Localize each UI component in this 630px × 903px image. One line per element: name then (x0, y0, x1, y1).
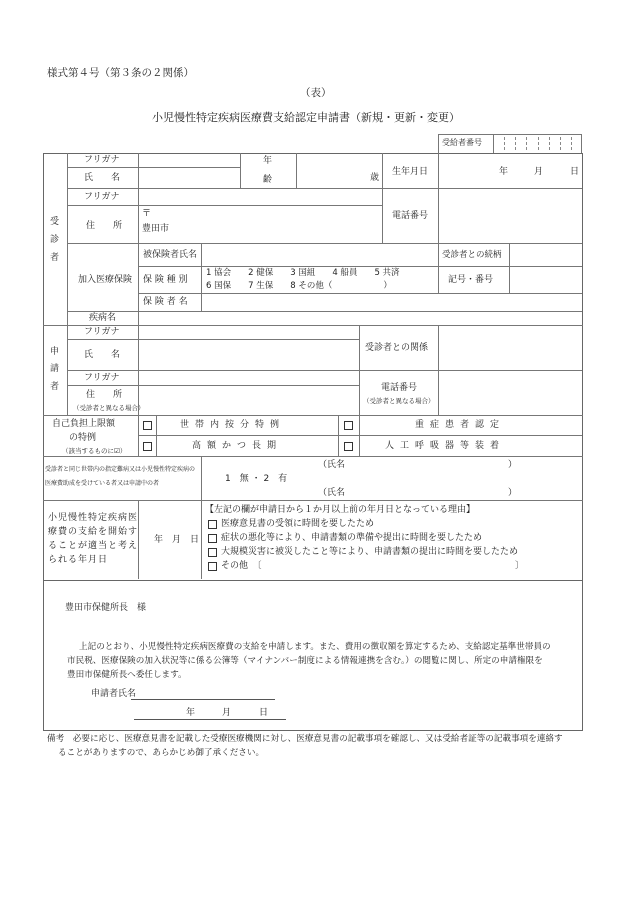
age-label-bottom: 齢 (263, 175, 273, 185)
insurer-name-input[interactable] (202, 294, 582, 310)
disease-input[interactable] (139, 312, 582, 324)
reason-label-2: 症状の悪化等により、申請書類の準備や提出に時間を要したため (221, 533, 483, 543)
applicant-address-note: （受診者と異なる場合） (73, 404, 145, 412)
applicant-furigana-input[interactable] (139, 326, 358, 338)
birthdate-year-label: 年 (499, 167, 509, 177)
patient-furigana-label: フリガナ (84, 155, 120, 165)
start-date-label-4: られる年月日 (48, 555, 109, 565)
insurance-label: 加入医療保険 (78, 275, 133, 285)
patient-section-label-1: 受 (50, 217, 60, 227)
applicant-address-label: 住 所 (86, 390, 123, 400)
copay-checkbox-severe[interactable] (344, 421, 353, 430)
applicant-relation-label: 受診者との関係 (365, 343, 429, 353)
applicant-section-label-3: 者 (50, 382, 60, 392)
addressee: 豊田市保健所長 様 (65, 603, 147, 613)
start-date-value[interactable]: 年 月 日 (154, 535, 200, 545)
reason-checkbox-4[interactable] (208, 562, 217, 571)
applicant-furigana-label: フリガナ (84, 327, 120, 337)
household-name-suffix-2: ） (508, 488, 518, 498)
household-name-input-1[interactable] (345, 458, 505, 471)
recipient-number-digit-separator (549, 137, 550, 150)
birthdate-input[interactable] (439, 154, 582, 187)
household-label-line1: 受診者と同じ世帯内の指定難病又は小児慢性特定疾病の (45, 466, 196, 473)
household-name-suffix-1: ） (508, 460, 518, 470)
recipient-number-digit-separator (504, 137, 505, 150)
form-number: 様式第４号（第３条の２関係） (47, 67, 194, 79)
recipient-number-digit-separator (538, 137, 539, 150)
copay-option-high-long-term: 高額かつ長期 (192, 441, 283, 451)
declaration-line2: 市民税、医療保険の加入状況等に係る公簿等（マイナンバー制度による情報連携を含む。）の閲覧に関し、所定の申請権限を (67, 656, 543, 666)
form-side: （表） (300, 87, 332, 99)
start-date-label-1: 小児慢性特定疾病医 (48, 513, 139, 523)
form-title: 小児慢性特定疾病医療費支給認定申請書（新規・更新・変更） (152, 111, 460, 124)
birthdate-label: 生年月日 (392, 167, 429, 177)
reason-label-3: 大規模災害に被災したこと等により、申請書類の提出に時間を要したため (221, 547, 519, 557)
reason-checkbox-2[interactable] (208, 534, 217, 543)
start-date-label-2: 療費の支給を開始す (48, 527, 139, 537)
applicant-signature-input[interactable] (131, 688, 275, 700)
declaration-line3: 豊田市保健所長へ委任します。 (67, 670, 187, 680)
insurer-name-label: 保 険 者 名 (143, 297, 188, 307)
applicant-address-furigana-input[interactable] (139, 371, 358, 384)
applicant-phone-note: （受診者と異なる場合） (363, 397, 435, 405)
applicant-relation-input[interactable] (439, 326, 582, 369)
reason-other-input[interactable] (285, 561, 510, 573)
postal-mark: 〒 (142, 209, 152, 219)
declaration-line1: 上記のとおり、小児慢性特定疾病医療費の支給を申請します。また、費用の徴収額を算定するため、支給認定基準世帯員の (79, 642, 551, 652)
patient-address-value[interactable]: 豊田市 (142, 224, 170, 234)
applicant-phone-input[interactable] (439, 371, 582, 414)
age-input[interactable] (297, 154, 367, 187)
reason-other-close: 〕 (515, 561, 525, 571)
applicant-address-furigana-label: フリガナ (84, 373, 120, 383)
symbol-number-label: 記号・番号 (448, 275, 494, 285)
reason-title: 【左記の欄が申請日から１か月以上前の年月日となっている理由】 (205, 505, 476, 515)
recipient-number-digit-separator (560, 137, 561, 150)
disease-label: 疾病名 (89, 313, 117, 323)
insurance-types-line2[interactable]: 6 国保 7 生保 8 その他（ ） (206, 281, 392, 291)
recipient-number-input[interactable] (493, 136, 582, 151)
patient-name-label: 氏 名 (84, 173, 121, 183)
copay-label-line2: の特例 (69, 433, 97, 443)
reason-label-1: 医療意見書の受領に時間を要したため (221, 519, 375, 529)
start-date-label-3: ることが適当と考え (48, 541, 139, 551)
applicant-section-label-1: 申 (50, 347, 60, 357)
applicant-signature-label: 申請者氏名 (91, 689, 137, 699)
copay-option-ventilator: 人工呼吸器等装着 (385, 441, 506, 451)
recipient-number-digit-separator (515, 137, 516, 150)
household-name-prefix-1: （氏名 (318, 460, 346, 470)
remarks-line1: 備考 必要に応じ、医療意見書を記載した受療医療機関に対し、医療意見書の記載事項を確認し、又は受給者証等の記載事項を連絡す (47, 734, 563, 744)
copay-label-line1: 自己負担上限額 (52, 419, 116, 429)
reason-checkbox-1[interactable] (208, 520, 217, 529)
patient-section-label-2: 診 (50, 235, 60, 245)
patient-phone-input[interactable] (439, 189, 582, 242)
recipient-number-label: 受給者番号 (442, 138, 482, 147)
insurance-types-line1[interactable]: 1 協会 2 健保 3 国組 4 船員 5 共済 (206, 268, 400, 278)
signature-date-day: 日 (259, 708, 269, 718)
insured-name-input[interactable] (202, 244, 437, 265)
applicant-phone-label: 電話番号 (381, 383, 418, 393)
insured-name-label: 被保険者氏名 (143, 250, 198, 260)
applicant-address-input[interactable] (139, 386, 358, 414)
birthdate-day-label: 日 (570, 167, 580, 177)
patient-name-input[interactable] (139, 168, 239, 187)
household-name-prefix-2: （氏名 (318, 488, 346, 498)
signature-date-year: 年 (186, 708, 196, 718)
recipient-number-digit-separator (526, 137, 527, 150)
patient-furigana-input[interactable] (139, 154, 239, 166)
copay-checkbox-ventilator[interactable] (344, 442, 353, 451)
age-unit: 歳 (370, 173, 380, 183)
patient-address-furigana-input[interactable] (139, 189, 381, 204)
patient-phone-label: 電話番号 (392, 211, 429, 221)
reason-label-4: その他 〔 (221, 561, 262, 571)
patient-section-label-3: 者 (50, 253, 60, 263)
recipient-number-digit-separator (571, 137, 572, 150)
household-choice[interactable]: 1 無 ・ 2 有 (225, 474, 288, 484)
applicant-name-input[interactable] (139, 340, 358, 369)
signature-date-month: 月 (222, 708, 232, 718)
relation-to-patient-input[interactable] (510, 244, 582, 265)
patient-address-label: 住 所 (86, 221, 123, 231)
symbol-number-input[interactable] (510, 267, 582, 292)
reason-checkbox-3[interactable] (208, 548, 217, 557)
copay-option-household-split: 世帯内按分特例 (180, 420, 286, 430)
patient-address-furigana-label: フリガナ (84, 192, 120, 202)
applicant-section-label-2: 請 (50, 364, 60, 374)
copay-label-note: （該当するものに☑） (62, 447, 127, 455)
insurance-type-label: 保 険 種 別 (143, 275, 188, 285)
copay-option-severe: 重症患者認定 (415, 420, 506, 430)
relation-to-patient-label: 受診者との続柄 (442, 250, 502, 260)
birthdate-month-label: 月 (534, 167, 544, 177)
household-name-input-2[interactable] (345, 486, 505, 499)
household-label-line2: 医療費助成を受けている者又は申請中の者 (45, 480, 160, 487)
copay-checkbox-high-long-term[interactable] (143, 442, 152, 451)
remarks-line2: ることがありますので、あらかじめ御了承ください。 (58, 748, 265, 758)
copay-checkbox-household-split[interactable] (143, 421, 152, 430)
age-label-top: 年 (263, 156, 273, 166)
applicant-name-label: 氏 名 (84, 350, 121, 360)
